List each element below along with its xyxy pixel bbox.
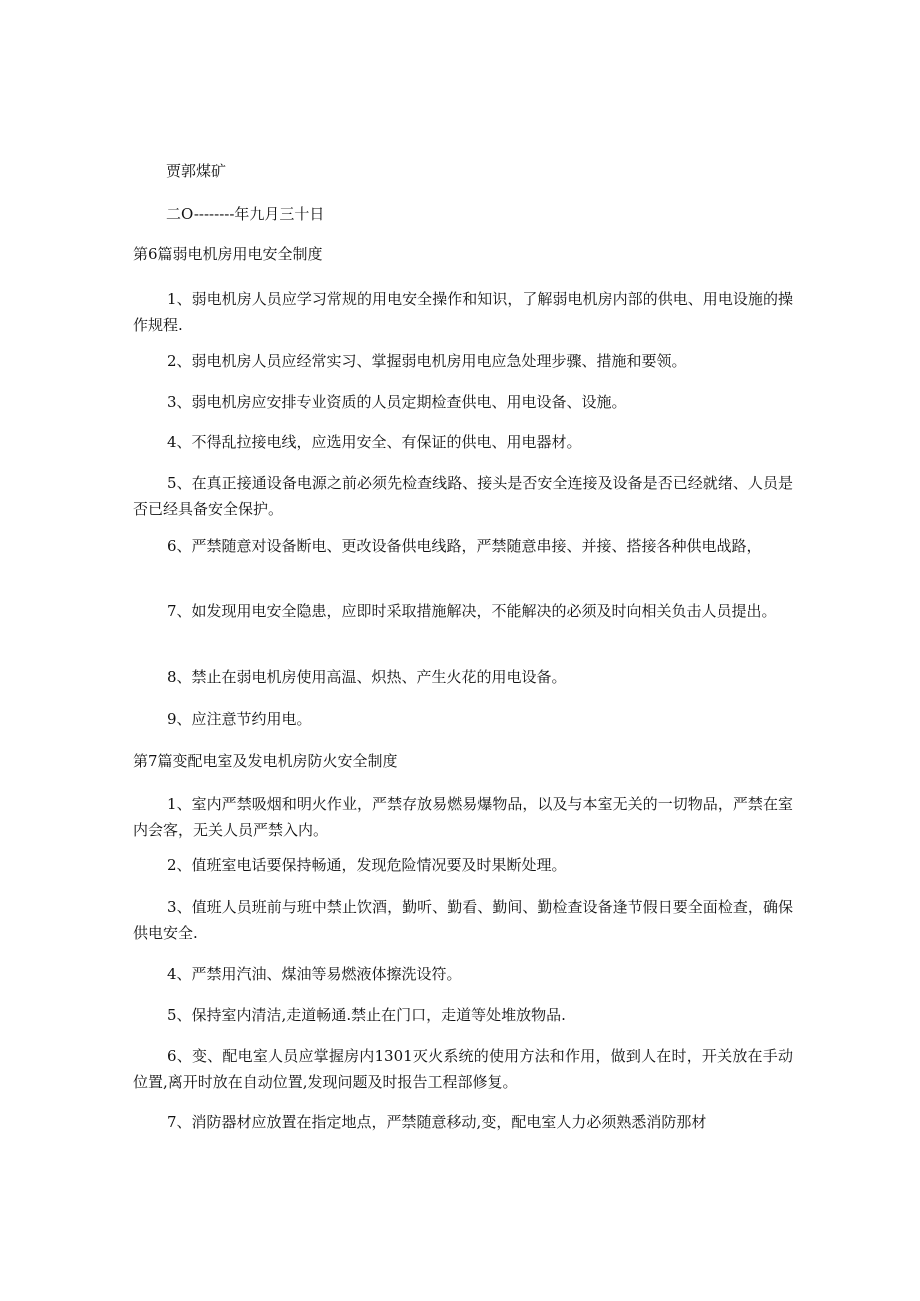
signature-date: 二O--------年九月三十日 <box>166 205 325 223</box>
section-7-item-1: 1、室内严禁吸烟和明火作业，严禁存放易燃易爆物品，以及与本室无关的一切物品，严禁在室内会客，无关人员严禁入内。 <box>133 795 793 839</box>
section-7-item-2: 2、值班室电话要保持畅通，发现危险情况要及时果断处理。 <box>167 856 567 874</box>
section-7-item-7: 7、消防器材应放置在指定地点，严禁随意移动,变，配电室人力必须熟悉消防那材 <box>167 1113 707 1131</box>
section-6-item-5: 5、在真正接通设备电源之前必须先检查线路、接头是否安全连接及设备是否已经就绪、人员是否已经具备安全保护。 <box>133 474 793 518</box>
section-6-item-6: 6、严禁随意对设备断电、更改设备供电线路，严禁随意串接、并接、搭接各种供电战路， <box>167 537 762 555</box>
section-6-item-8: 8、禁止在弱电机房使用高温、炽热、产生火花的用电设备。 <box>167 668 567 686</box>
section-7-item-4: 4、严禁用汽油、煤油等易燃液体擦洗设符。 <box>167 965 462 983</box>
section-6-title: 第6篇弱电机房用电安全制度 <box>133 245 323 263</box>
section-7-item-3: 3、值班人员班前与班中禁止饮酒，勤听、勤看、勤间、勤检查设备逢节假日要全面检查，确保供电安全. <box>133 898 793 942</box>
signature-org: 贾郭煤矿 <box>166 162 227 180</box>
section-7-title: 第7篇变配电室及发电机房防火安全制度 <box>133 752 398 770</box>
section-6-item-9: 9、应注意节约用电。 <box>167 710 312 728</box>
section-7-item-6: 6、变、配电室人员应掌握房内1301灭火系统的使用方法和作用，做到人在时，开关放在手动位置,离开时放在自动位置,发现问题及时报告工程部修复。 <box>133 1047 793 1091</box>
section-7-item-5: 5、保持室内清洁,走道畅通.禁止在门口，走道等处堆放物品. <box>167 1006 566 1024</box>
section-6-item-3: 3、弱电机房应安排专业资质的人员定期检查供电、用电设备、设施。 <box>167 393 627 411</box>
section-6-item-1: 1、弱电机房人员应学习常规的用电安全操作和知识，了解弱电机房内部的供电、用电设施的操作规程. <box>133 290 793 334</box>
section-6-item-7: 7、如发现用电安全隐患，应即时采取措施解决，不能解决的必须及时向相关负击人员提出。 <box>167 602 777 620</box>
section-6-item-2: 2、弱电机房人员应经常实习、掌握弱电机房用电应急处理步骤、措施和要领。 <box>167 352 687 370</box>
section-6-item-4: 4、不得乱拉接电线，应选用安全、有保证的供电、用电器材。 <box>167 433 582 451</box>
